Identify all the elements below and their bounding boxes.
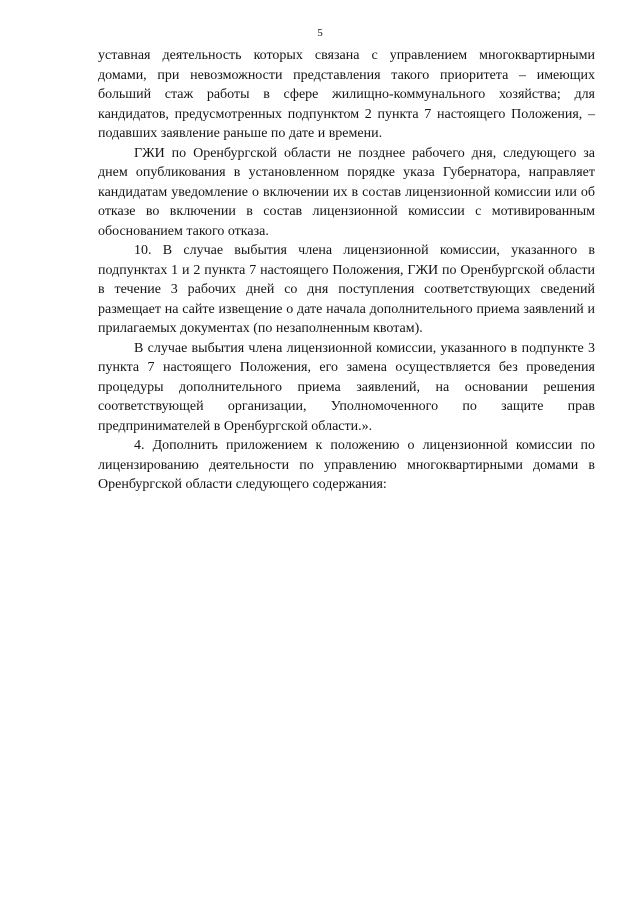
paragraph-item-4: 4. Дополнить приложением к положению о лицензионной комиссии по лицензированию деятельности по управлению многоквартирными домами в Оренбургской области следующего содержания:: [98, 438, 595, 492]
paragraph-item-10: 10. В случае выбытия члена лицензионной комиссии, указанного в подпунктах 1 и 2 пункта 7 настоящего Положения, ГЖИ по Оренбургской области в течение 3 рабочих дней со дня поступления соответствующих сведений размещает на сайте извещение о дате начала дополнительного приема заявлений и прилагаемых документах (по незаполненным квотам).: [98, 243, 595, 336]
paragraph-continuation: уставная деятельность которых связана с управлением многоквартирными домами, при невозможности представления такого приоритета – имеющих больший стаж работы в сфере жилищно-коммунального хозяйства; для кандидатов, предусмотренных подпунктом 2 пункта 7 настоящего Положения, – подавших заявление раньше по дате и времени.: [98, 48, 595, 141]
paragraph-notification: ГЖИ по Оренбургской области не позднее рабочего дня, следующего за днем опубликования в установленном порядке указа Губернатора, направляет кандидатам уведомление о включении их в состав лицензионной комиссии или об отказе во включении в состав лицензионной комиссии с мотивированным обоснованием такого отказа.: [98, 145, 595, 239]
paragraph-replacement: В случае выбытия члена лицензионной комиссии, указанного в подпункте 3 пункта 7 настоящего Положения, его замена осуществляется без проведения процедуры дополнительного приема заявлений, на основании решения соответствующей организации, Уполномоченного по защите прав предпринимателей в Оренбургской области.».: [98, 340, 595, 434]
page-number: 5: [317, 27, 323, 39]
document-body: [98, 46, 595, 495]
